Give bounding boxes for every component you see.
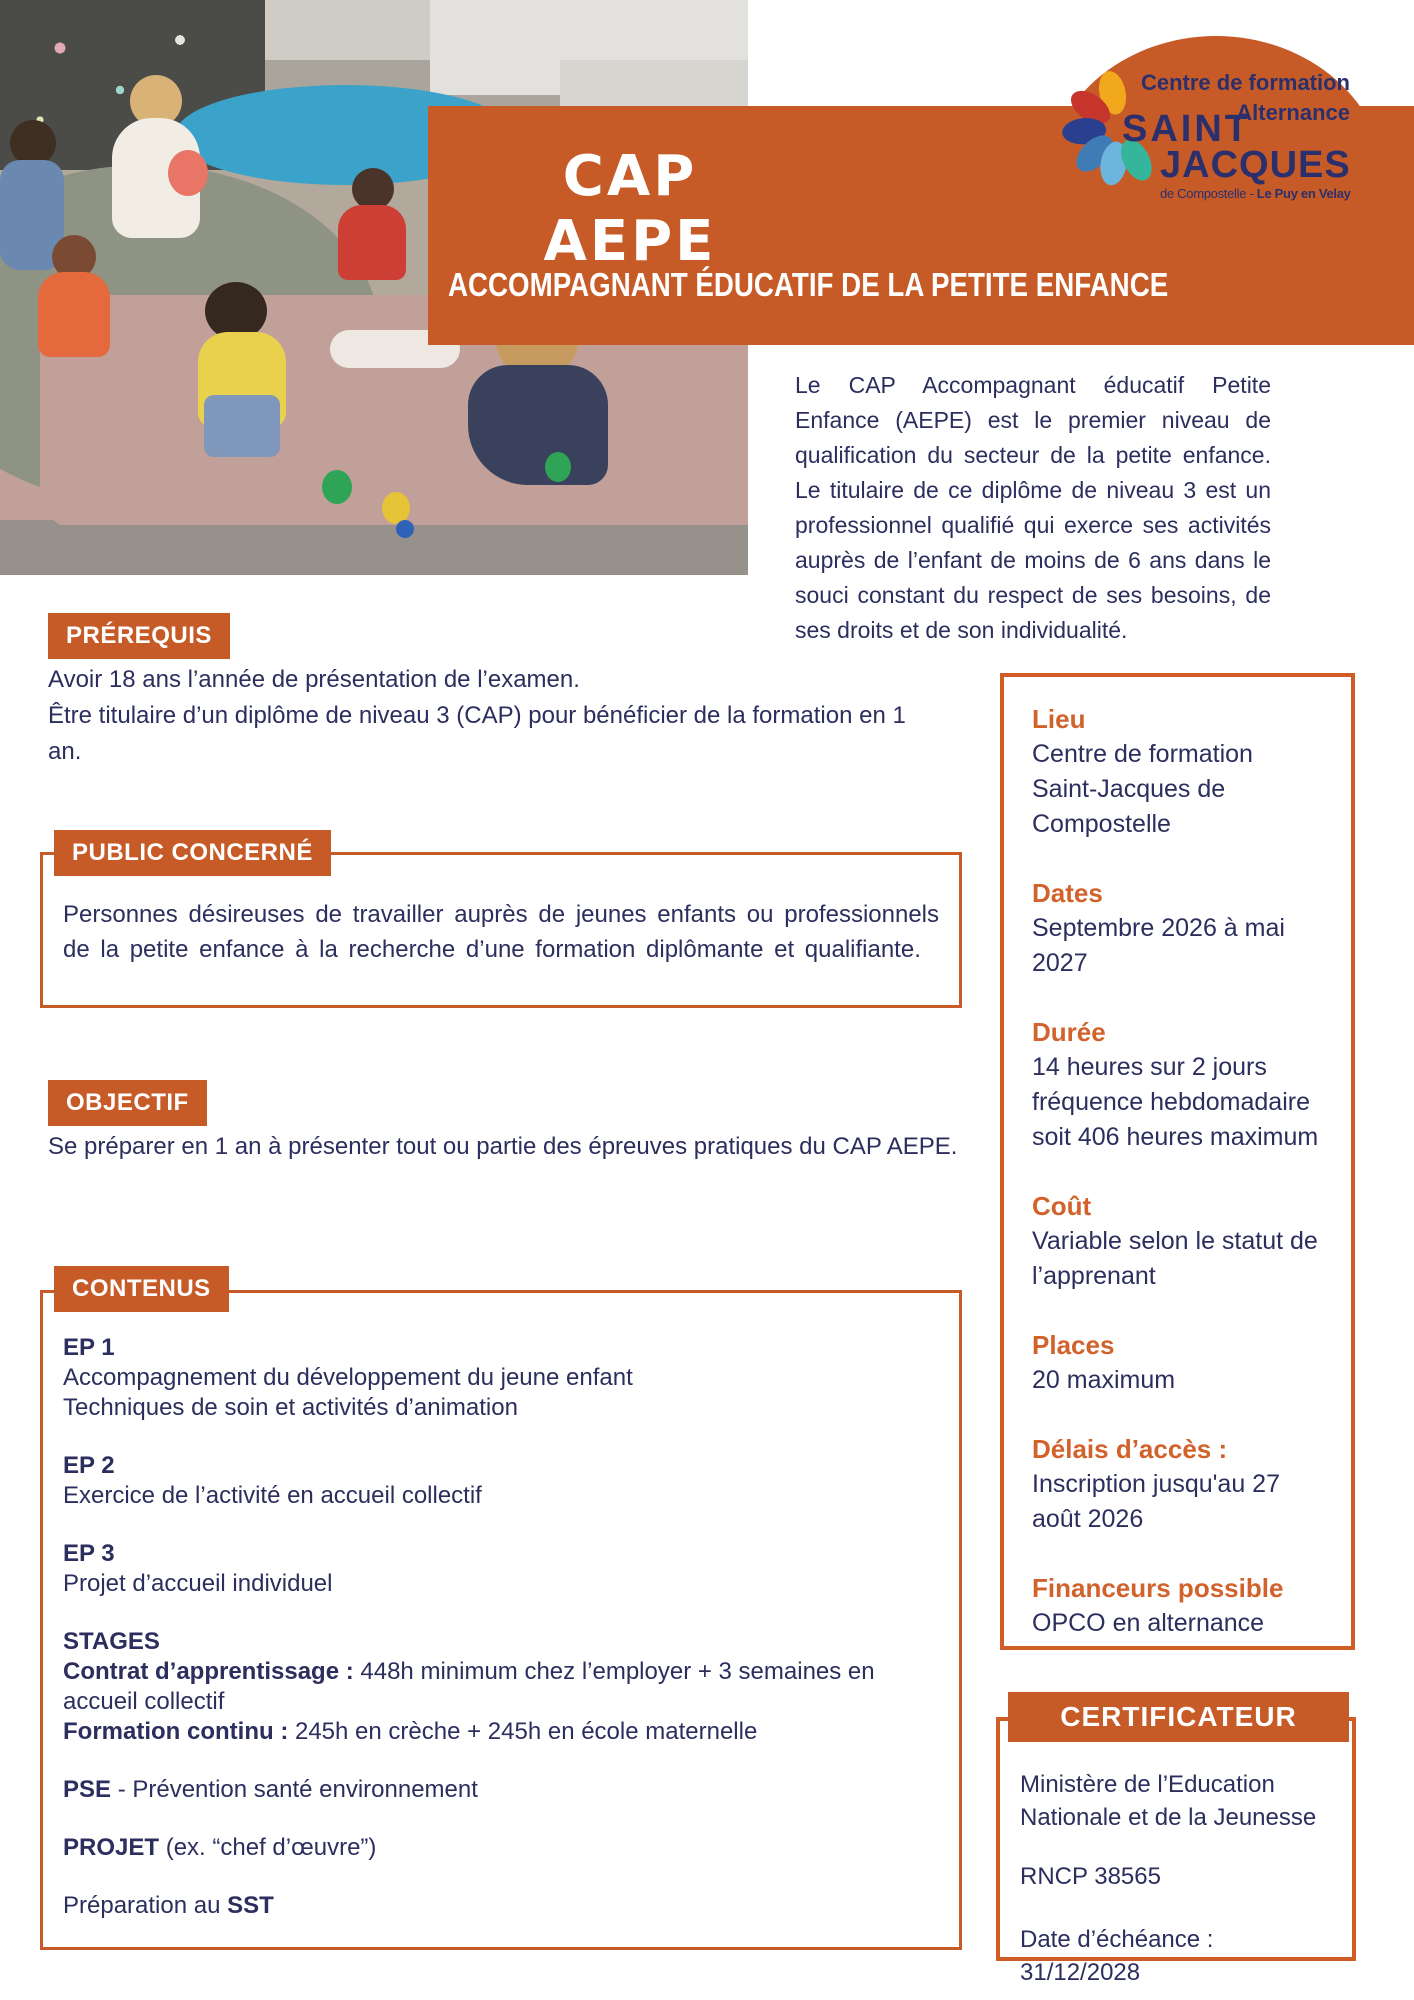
prerequis-line2: Être titulaire d’un diplôme de niveau 3 (CAP) pour bénéficier de la formation en 1 an. (48, 702, 906, 765)
logo-wordmark-jacques: JACQUES (1160, 144, 1351, 186)
stages-title: STAGES (63, 1628, 160, 1655)
intro-paragraph: Le CAP Accompagnant éducatif Petite Enfance (AEPE) est le premier niveau de qualification du secteur de la petite enfance. Le titulaire de ce diplôme de niveau 3 est un professionnel qualifié qui exerce ses activités auprès de l’enfant de moins de 6 ans dans le souci constant du respect de ses besoins, de ses droits et de son individualité. (795, 372, 1271, 643)
sidebar-label: Financeurs possible (1032, 1573, 1284, 1603)
page-subtitle: ACCOMPAGNANT ÉDUCATIF DE LA PETITE ENFANCE (448, 266, 1169, 303)
ep1-line1: Accompagnement du développement du jeune enfant (63, 1364, 633, 1391)
photo-ball (545, 452, 571, 482)
stages-line2-rest: 245h en crèche + 245h en école maternelle (288, 1718, 758, 1745)
photo-child-figure (468, 365, 608, 485)
stages-line1-lead: Contrat d’apprentissage : (63, 1658, 354, 1685)
certificateur-header: CERTIFICATEUR (1008, 1692, 1349, 1742)
contenus-box (40, 1290, 962, 1950)
sidebar-group-financeurs (1032, 1570, 1325, 1641)
sidebar-group-delais (1032, 1431, 1325, 1537)
sidebar-value: OPCO en alternance (1032, 1609, 1265, 1637)
stages-line2-lead: Formation continu : (63, 1718, 289, 1745)
pse-lead: PSE (63, 1776, 112, 1803)
sst-lead: SST (227, 1892, 274, 1919)
sidebar-group-lieu (1032, 701, 1325, 842)
sidebar-group-cout (1032, 1188, 1325, 1294)
sidebar-value: 20 maximum (1032, 1366, 1176, 1394)
photo-ball (396, 520, 414, 538)
ep2-title: EP 2 (63, 1452, 115, 1479)
projet-lead: PROJET (63, 1834, 160, 1861)
contenus-stages (63, 1627, 939, 1747)
sidebar-value: 14 heures sur 2 jours fréquence hebdomadaire soit 406 heures maximum (1032, 1053, 1319, 1151)
contenus-ep3 (63, 1539, 939, 1599)
contenus-projet (63, 1833, 939, 1863)
section-badge-public-concerne: PUBLIC CONCERNÉ (54, 830, 331, 876)
logo-tagline-lepuy: Le Puy en Velay (1256, 186, 1351, 201)
photo-ball (322, 470, 352, 504)
contenus-body (63, 1333, 939, 1921)
photo-floor (0, 525, 748, 575)
logo-tagline-compostelle: de Compostelle (1160, 186, 1247, 201)
section-badge-objectif: OBJECTIF (48, 1080, 207, 1126)
photo-child-figure (38, 272, 110, 357)
info-sidebar (1000, 673, 1355, 1650)
ep3-line: Projet d’accueil individuel (63, 1570, 333, 1597)
logo-tagline-separator: - (1246, 186, 1257, 201)
sidebar-group-dates (1032, 875, 1325, 981)
sidebar-label: Coût (1032, 1191, 1092, 1221)
stages-line1-rest: 448h minimum chez l’employer + 3 semaines en accueil collectif (63, 1658, 875, 1715)
section-badge-contenus: CONTENUS (54, 1266, 229, 1312)
pse-rest: - Prévention santé environnement (111, 1776, 478, 1803)
sidebar-label: Places (1032, 1330, 1115, 1360)
photo-child-figure (352, 168, 394, 210)
contenus-ep1 (63, 1333, 939, 1423)
prerequis-line1: Avoir 18 ans l’année de présentation de l’examen. (48, 666, 580, 693)
certificateur-box (996, 1717, 1356, 1961)
sidebar-value: Centre de formation Saint-Jacques de Compostelle (1032, 740, 1253, 838)
sidebar-label: Délais d’accès : (1032, 1434, 1228, 1464)
sidebar-label: Durée (1032, 1017, 1106, 1047)
sst-pre: Préparation au (63, 1892, 228, 1919)
logo-wordmark-saint: SAINT (1122, 108, 1251, 150)
sidebar-value: Septembre 2026 à mai 2027 (1032, 914, 1285, 977)
ep2-line: Exercice de l’activité en accueil collectif (63, 1482, 482, 1509)
sidebar-group-duree (1032, 1014, 1325, 1155)
photo-balloon (168, 150, 208, 196)
stages-line2 (63, 1717, 939, 1747)
objectif-text: Se préparer en 1 an à présenter tout ou partie des épreuves pratiques du CAP AEPE. (48, 1133, 958, 1160)
sidebar-value: Variable selon le statut de l’apprenant (1032, 1227, 1318, 1290)
projet-rest: (ex. “chef d’œuvre”) (159, 1834, 377, 1861)
contenus-sst (63, 1891, 939, 1921)
sidebar-label: Dates (1032, 878, 1103, 908)
ep3-title: EP 3 (63, 1540, 115, 1567)
contenus-pse (63, 1775, 939, 1805)
logo-text-centre-de-formation: Centre de formation (1140, 70, 1350, 95)
photo-desk (265, 0, 430, 60)
certificateur-deadline: Date d’échéance : 31/12/2028 (1020, 1926, 1214, 1986)
public-concerne-text: Personnes désireuses de travailler auprès de jeunes enfants ou professionnels de la petite enfance à la recherche d’une formation diplômante et qualifiante. (63, 901, 939, 963)
logo-text-alternance: Alternance (1236, 100, 1350, 125)
sidebar-label: Lieu (1032, 704, 1086, 734)
sidebar-group-places (1032, 1327, 1325, 1398)
photo-child-figure (338, 205, 406, 280)
certificateur-rncp: RNCP 38565 (1020, 1863, 1161, 1890)
sidebar-value: Inscription jusqu'au 27 août 2026 (1032, 1470, 1280, 1533)
page-title: CAP AEPE (543, 144, 717, 274)
ep1-line2: Techniques de soin et activités d’animation (63, 1394, 518, 1421)
ep1-title: EP 1 (63, 1334, 115, 1361)
stages-line1 (63, 1657, 939, 1717)
certificateur-ministry: Ministère de l’Education Nationale et de la Jeunesse (1020, 1771, 1317, 1831)
prerequis-text (48, 662, 938, 770)
contenus-ep2 (63, 1451, 939, 1511)
section-badge-prerequis: PRÉREQUIS (48, 613, 230, 659)
photo-child-figure (204, 395, 280, 457)
logo-tagline (1160, 186, 1351, 201)
